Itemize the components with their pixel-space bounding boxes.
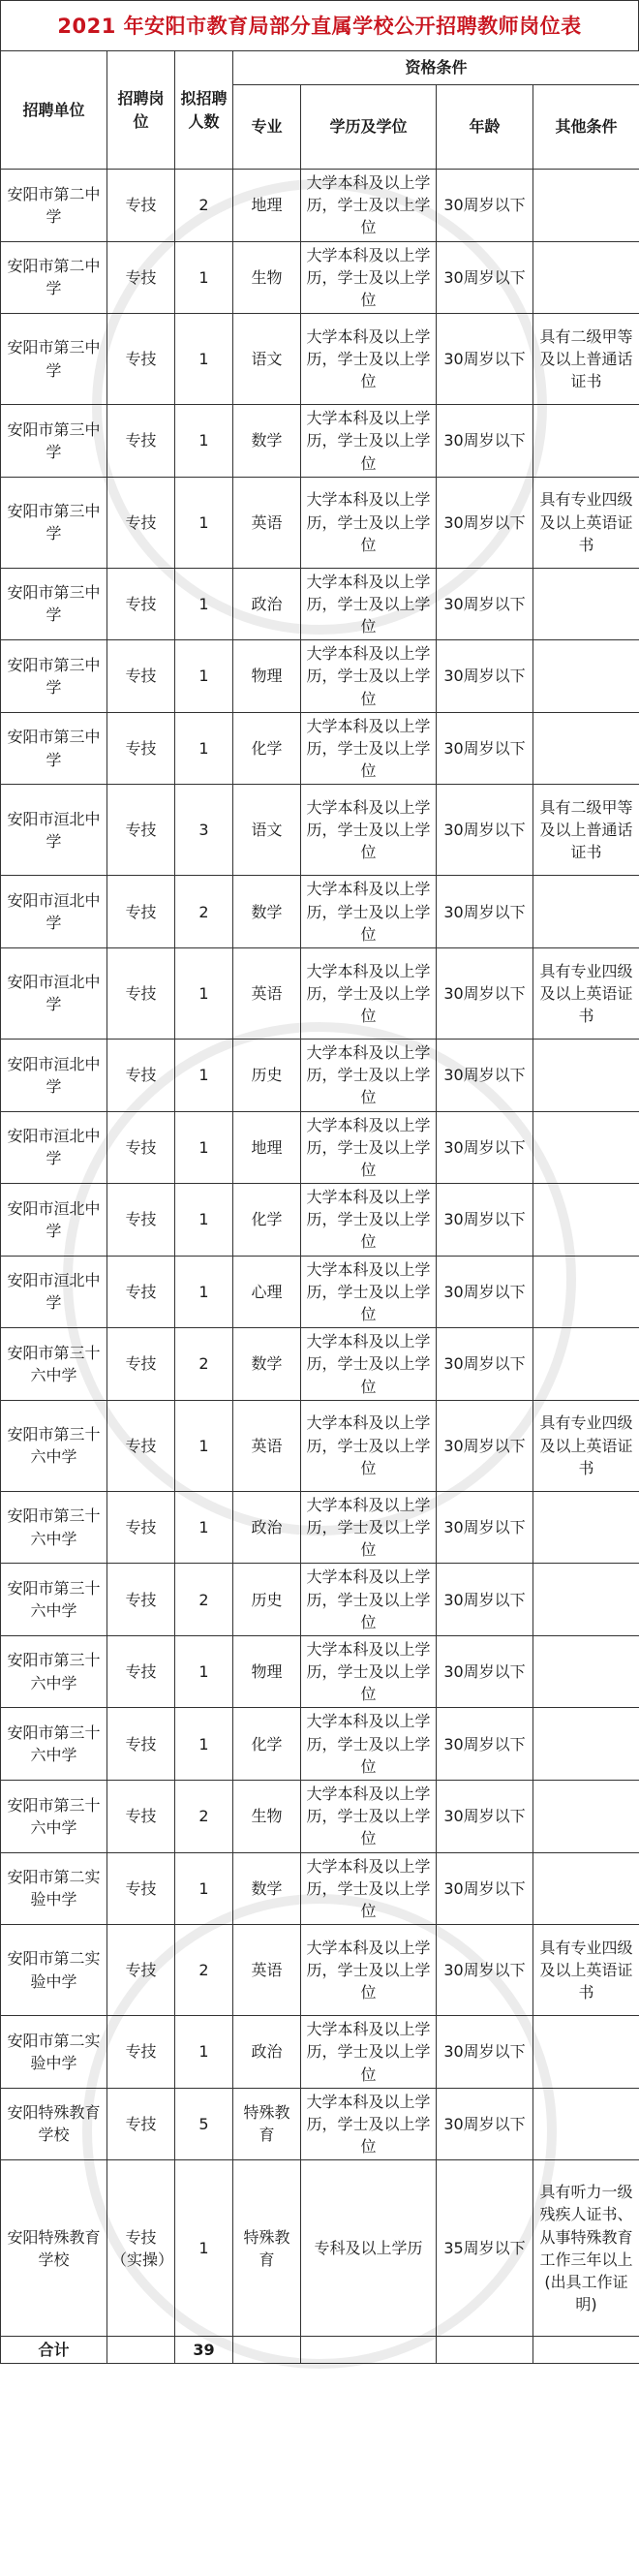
age-cell: 30周岁以下 <box>437 568 533 640</box>
other-conditions-cell: 具有专业四级及以上英语证书 <box>533 477 639 568</box>
post-cell: 专技 <box>107 1491 175 1564</box>
unit-cell: 安阳市第三十六中学 <box>1 1400 107 1491</box>
count-cell: 1 <box>175 405 233 478</box>
other-conditions-cell <box>533 2088 639 2160</box>
table-row <box>1 477 639 568</box>
unit-cell: 安阳市第三十六中学 <box>1 1328 107 1401</box>
count-cell: 5 <box>175 2088 233 2160</box>
post-cell: 专技 <box>107 1925 175 2016</box>
post-cell: 专技 <box>107 1564 175 1636</box>
unit-cell: 安阳市第三十六中学 <box>1 1491 107 1564</box>
age-cell: 30周岁以下 <box>437 1256 533 1328</box>
major-cell: 数学 <box>233 405 301 478</box>
major-cell: 地理 <box>233 1111 301 1184</box>
post-cell: 专技 <box>107 568 175 640</box>
unit-cell: 安阳特殊教育学校 <box>1 2088 107 2160</box>
major-cell: 物理 <box>233 640 301 713</box>
age-cell: 30周岁以下 <box>437 477 533 568</box>
table-row <box>1 1111 639 1184</box>
other-conditions-cell: 具有专业四级及以上英语证书 <box>533 1400 639 1491</box>
unit-cell: 安阳市第三中学 <box>1 712 107 785</box>
post-cell: 专技 <box>107 947 175 1039</box>
unit-cell: 安阳市洹北中学 <box>1 947 107 1039</box>
education-cell: 大学本科及以上学历，学士及以上学位 <box>301 405 437 478</box>
education-cell: 大学本科及以上学历，学士及以上学位 <box>301 477 437 568</box>
header-qualification-group: 资格条件 <box>233 51 639 85</box>
total-row <box>1 2337 639 2364</box>
unit-cell: 安阳市第三中学 <box>1 405 107 478</box>
table-row <box>1 1256 639 1328</box>
post-cell: 专技 <box>107 405 175 478</box>
unit-cell: 安阳市洹北中学 <box>1 1039 107 1111</box>
unit-cell: 安阳市洹北中学 <box>1 1111 107 1184</box>
other-conditions-cell <box>533 241 639 314</box>
unit-cell: 安阳市第三中学 <box>1 477 107 568</box>
other-conditions-cell <box>533 640 639 713</box>
table-row <box>1 1491 639 1564</box>
education-cell: 大学本科及以上学历，学士及以上学位 <box>301 640 437 713</box>
table-row <box>1 1400 639 1491</box>
unit-cell: 安阳市第三十六中学 <box>1 1635 107 1708</box>
other-conditions-cell <box>533 1564 639 1636</box>
header-post: 招聘岗位 <box>107 51 175 170</box>
header-count: 拟招聘人数 <box>175 51 233 170</box>
post-cell: 专技 <box>107 1039 175 1111</box>
post-cell: 专技 <box>107 1328 175 1401</box>
unit-cell: 安阳特殊教育学校 <box>1 2160 107 2337</box>
table-row <box>1 2088 639 2160</box>
table-row <box>1 1925 639 2016</box>
age-cell: 30周岁以下 <box>437 1635 533 1708</box>
education-cell: 大学本科及以上学历，学士及以上学位 <box>301 1400 437 1491</box>
age-cell: 30周岁以下 <box>437 876 533 948</box>
age-cell: 30周岁以下 <box>437 314 533 405</box>
education-cell: 大学本科及以上学历，学士及以上学位 <box>301 314 437 405</box>
major-cell: 数学 <box>233 1328 301 1401</box>
major-cell: 生物 <box>233 1781 301 1853</box>
major-cell: 生物 <box>233 241 301 314</box>
education-cell: 大学本科及以上学历，学士及以上学位 <box>301 1328 437 1401</box>
table-row <box>1 170 639 242</box>
page-title: 2021 年安阳市教育局部分直属学校公开招聘教师岗位表 <box>0 0 639 50</box>
header-major: 专业 <box>233 85 301 170</box>
post-cell: 专技 <box>107 1400 175 1491</box>
post-cell: 专技 <box>107 1256 175 1328</box>
table-row <box>1 947 639 1039</box>
post-cell: 专技 <box>107 1111 175 1184</box>
unit-cell: 安阳市洹北中学 <box>1 785 107 876</box>
education-cell: 大学本科及以上学历，学士及以上学位 <box>301 2016 437 2089</box>
count-cell: 3 <box>175 785 233 876</box>
age-cell: 30周岁以下 <box>437 170 533 242</box>
age-cell: 30周岁以下 <box>437 241 533 314</box>
post-cell: 专技 <box>107 1708 175 1781</box>
table-row <box>1 1708 639 1781</box>
age-cell: 30周岁以下 <box>437 785 533 876</box>
age-cell: 30周岁以下 <box>437 2016 533 2089</box>
education-cell: 大学本科及以上学历，学士及以上学位 <box>301 2088 437 2160</box>
age-cell: 30周岁以下 <box>437 2088 533 2160</box>
major-cell: 政治 <box>233 568 301 640</box>
count-cell: 1 <box>175 2160 233 2337</box>
major-cell: 历史 <box>233 1564 301 1636</box>
other-conditions-cell: 具有专业四级及以上英语证书 <box>533 947 639 1039</box>
major-cell: 英语 <box>233 947 301 1039</box>
unit-cell: 安阳市第三中学 <box>1 314 107 405</box>
post-cell: 专技 <box>107 1781 175 1853</box>
header-other: 其他条件 <box>533 85 639 170</box>
age-cell: 30周岁以下 <box>437 947 533 1039</box>
education-cell: 大学本科及以上学历，学士及以上学位 <box>301 1781 437 1853</box>
major-cell: 化学 <box>233 712 301 785</box>
post-cell: 专技 <box>107 2016 175 2089</box>
unit-cell: 安阳市第三十六中学 <box>1 1781 107 1853</box>
education-cell: 大学本科及以上学历，学士及以上学位 <box>301 1708 437 1781</box>
major-cell: 物理 <box>233 1635 301 1708</box>
education-cell: 大学本科及以上学历，学士及以上学位 <box>301 1184 437 1257</box>
age-cell: 30周岁以下 <box>437 1184 533 1257</box>
age-cell: 30周岁以下 <box>437 640 533 713</box>
total-empty-cell <box>301 2337 437 2364</box>
count-cell: 1 <box>175 1635 233 1708</box>
total-empty-cell <box>533 2337 639 2364</box>
post-cell: 专技 <box>107 241 175 314</box>
count-cell: 2 <box>175 1564 233 1636</box>
table-row <box>1 1781 639 1853</box>
other-conditions-cell <box>533 876 639 948</box>
table-row <box>1 2016 639 2089</box>
major-cell: 特殊教育 <box>233 2088 301 2160</box>
other-conditions-cell <box>533 1708 639 1781</box>
education-cell: 专科及以上学历 <box>301 2160 437 2337</box>
education-cell: 大学本科及以上学历，学士及以上学位 <box>301 947 437 1039</box>
age-cell: 35周岁以下 <box>437 2160 533 2337</box>
count-cell: 2 <box>175 876 233 948</box>
age-cell: 30周岁以下 <box>437 1328 533 1401</box>
other-conditions-cell: 具有二级甲等及以上普通话证书 <box>533 314 639 405</box>
total-empty-cell <box>437 2337 533 2364</box>
post-cell: 专技 <box>107 170 175 242</box>
table-body <box>1 170 639 2337</box>
unit-cell: 安阳市洹北中学 <box>1 1184 107 1257</box>
post-cell: 专技 <box>107 314 175 405</box>
post-cell: 专技 <box>107 1852 175 1925</box>
count-cell: 1 <box>175 1400 233 1491</box>
other-conditions-cell <box>533 1635 639 1708</box>
header-education: 学历及学位 <box>301 85 437 170</box>
education-cell: 大学本科及以上学历，学士及以上学位 <box>301 1491 437 1564</box>
major-cell: 英语 <box>233 1925 301 2016</box>
count-cell: 1 <box>175 947 233 1039</box>
table-row <box>1 405 639 478</box>
age-cell: 30周岁以下 <box>437 1925 533 2016</box>
count-cell: 2 <box>175 170 233 242</box>
education-cell: 大学本科及以上学历，学士及以上学位 <box>301 241 437 314</box>
education-cell: 大学本科及以上学历，学士及以上学位 <box>301 712 437 785</box>
age-cell: 30周岁以下 <box>437 1111 533 1184</box>
table-row <box>1 876 639 948</box>
age-cell: 30周岁以下 <box>437 1491 533 1564</box>
age-cell: 30周岁以下 <box>437 1400 533 1491</box>
age-cell: 30周岁以下 <box>437 1781 533 1853</box>
major-cell: 政治 <box>233 1491 301 1564</box>
unit-cell: 安阳市洹北中学 <box>1 1256 107 1328</box>
major-cell: 英语 <box>233 1400 301 1491</box>
post-cell: 专技 <box>107 876 175 948</box>
total-count: 39 <box>175 2337 233 2364</box>
other-conditions-cell: 具有专业四级及以上英语证书 <box>533 1925 639 2016</box>
age-cell: 30周岁以下 <box>437 1564 533 1636</box>
count-cell: 2 <box>175 1781 233 1853</box>
other-conditions-cell: 具有二级甲等及以上普通话证书 <box>533 785 639 876</box>
other-conditions-cell <box>533 568 639 640</box>
education-cell: 大学本科及以上学历，学士及以上学位 <box>301 876 437 948</box>
major-cell: 政治 <box>233 2016 301 2089</box>
unit-cell: 安阳市第三十六中学 <box>1 1564 107 1636</box>
other-conditions-cell <box>533 405 639 478</box>
education-cell: 大学本科及以上学历，学士及以上学位 <box>301 1635 437 1708</box>
other-conditions-cell <box>533 1491 639 1564</box>
count-cell: 1 <box>175 2016 233 2089</box>
table-row <box>1 1564 639 1636</box>
education-cell: 大学本科及以上学历，学士及以上学位 <box>301 1039 437 1111</box>
education-cell: 大学本科及以上学历，学士及以上学位 <box>301 1852 437 1925</box>
unit-cell: 安阳市第二实验中学 <box>1 1852 107 1925</box>
education-cell: 大学本科及以上学历，学士及以上学位 <box>301 170 437 242</box>
major-cell: 化学 <box>233 1708 301 1781</box>
age-cell: 30周岁以下 <box>437 405 533 478</box>
education-cell: 大学本科及以上学历，学士及以上学位 <box>301 1564 437 1636</box>
total-empty-cell <box>107 2337 175 2364</box>
recruitment-table <box>0 50 639 2364</box>
count-cell: 1 <box>175 477 233 568</box>
unit-cell: 安阳市第三十六中学 <box>1 1708 107 1781</box>
major-cell: 语文 <box>233 785 301 876</box>
total-empty-cell <box>233 2337 301 2364</box>
major-cell: 语文 <box>233 314 301 405</box>
post-cell: 专技（实操） <box>107 2160 175 2337</box>
major-cell: 数学 <box>233 1852 301 1925</box>
post-cell: 专技 <box>107 1635 175 1708</box>
major-cell: 心理 <box>233 1256 301 1328</box>
other-conditions-cell <box>533 1852 639 1925</box>
major-cell: 特殊教育 <box>233 2160 301 2337</box>
other-conditions-cell <box>533 1039 639 1111</box>
count-cell: 1 <box>175 712 233 785</box>
education-cell: 大学本科及以上学历，学士及以上学位 <box>301 1111 437 1184</box>
major-cell: 数学 <box>233 876 301 948</box>
post-cell: 专技 <box>107 712 175 785</box>
count-cell: 2 <box>175 1925 233 2016</box>
count-cell: 1 <box>175 1852 233 1925</box>
unit-cell: 安阳市第二中学 <box>1 241 107 314</box>
count-cell: 1 <box>175 640 233 713</box>
count-cell: 1 <box>175 241 233 314</box>
table-row <box>1 1039 639 1111</box>
education-cell: 大学本科及以上学历，学士及以上学位 <box>301 785 437 876</box>
major-cell: 地理 <box>233 170 301 242</box>
header-age: 年龄 <box>437 85 533 170</box>
other-conditions-cell <box>533 1184 639 1257</box>
other-conditions-cell <box>533 1256 639 1328</box>
count-cell: 1 <box>175 1111 233 1184</box>
post-cell: 专技 <box>107 477 175 568</box>
education-cell: 大学本科及以上学历，学士及以上学位 <box>301 1256 437 1328</box>
count-cell: 1 <box>175 314 233 405</box>
other-conditions-cell <box>533 2016 639 2089</box>
major-cell: 英语 <box>233 477 301 568</box>
other-conditions-cell <box>533 1781 639 1853</box>
age-cell: 30周岁以下 <box>437 712 533 785</box>
post-cell: 专技 <box>107 2088 175 2160</box>
count-cell: 2 <box>175 1328 233 1401</box>
post-cell: 专技 <box>107 785 175 876</box>
age-cell: 30周岁以下 <box>437 1039 533 1111</box>
other-conditions-cell <box>533 1111 639 1184</box>
major-cell: 化学 <box>233 1184 301 1257</box>
other-conditions-cell: 具有听力一级残疾人证书、从事特殊教育工作三年以上(出具工作证明) <box>533 2160 639 2337</box>
table-row <box>1 1328 639 1401</box>
table-row <box>1 568 639 640</box>
header-unit: 招聘单位 <box>1 51 107 170</box>
education-cell: 大学本科及以上学历，学士及以上学位 <box>301 1925 437 2016</box>
table-row <box>1 785 639 876</box>
post-cell: 专技 <box>107 1184 175 1257</box>
count-cell: 1 <box>175 1491 233 1564</box>
header-row-top <box>1 51 639 85</box>
count-cell: 1 <box>175 568 233 640</box>
table-row <box>1 1635 639 1708</box>
total-label: 合计 <box>1 2337 107 2364</box>
table-row <box>1 712 639 785</box>
count-cell: 1 <box>175 1039 233 1111</box>
other-conditions-cell <box>533 712 639 785</box>
unit-cell: 安阳市第二中学 <box>1 170 107 242</box>
count-cell: 1 <box>175 1184 233 1257</box>
age-cell: 30周岁以下 <box>437 1852 533 1925</box>
other-conditions-cell <box>533 1328 639 1401</box>
count-cell: 1 <box>175 1256 233 1328</box>
table-row <box>1 2160 639 2337</box>
unit-cell: 安阳市第二实验中学 <box>1 2016 107 2089</box>
count-cell: 1 <box>175 1708 233 1781</box>
unit-cell: 安阳市第三中学 <box>1 568 107 640</box>
other-conditions-cell <box>533 170 639 242</box>
age-cell: 30周岁以下 <box>437 1708 533 1781</box>
table-row <box>1 241 639 314</box>
unit-cell: 安阳市洹北中学 <box>1 876 107 948</box>
table-row <box>1 1184 639 1257</box>
table-row <box>1 314 639 405</box>
major-cell: 历史 <box>233 1039 301 1111</box>
table-row <box>1 1852 639 1925</box>
table-row <box>1 640 639 713</box>
unit-cell: 安阳市第二实验中学 <box>1 1925 107 2016</box>
post-cell: 专技 <box>107 640 175 713</box>
education-cell: 大学本科及以上学历，学士及以上学位 <box>301 568 437 640</box>
unit-cell: 安阳市第三中学 <box>1 640 107 713</box>
